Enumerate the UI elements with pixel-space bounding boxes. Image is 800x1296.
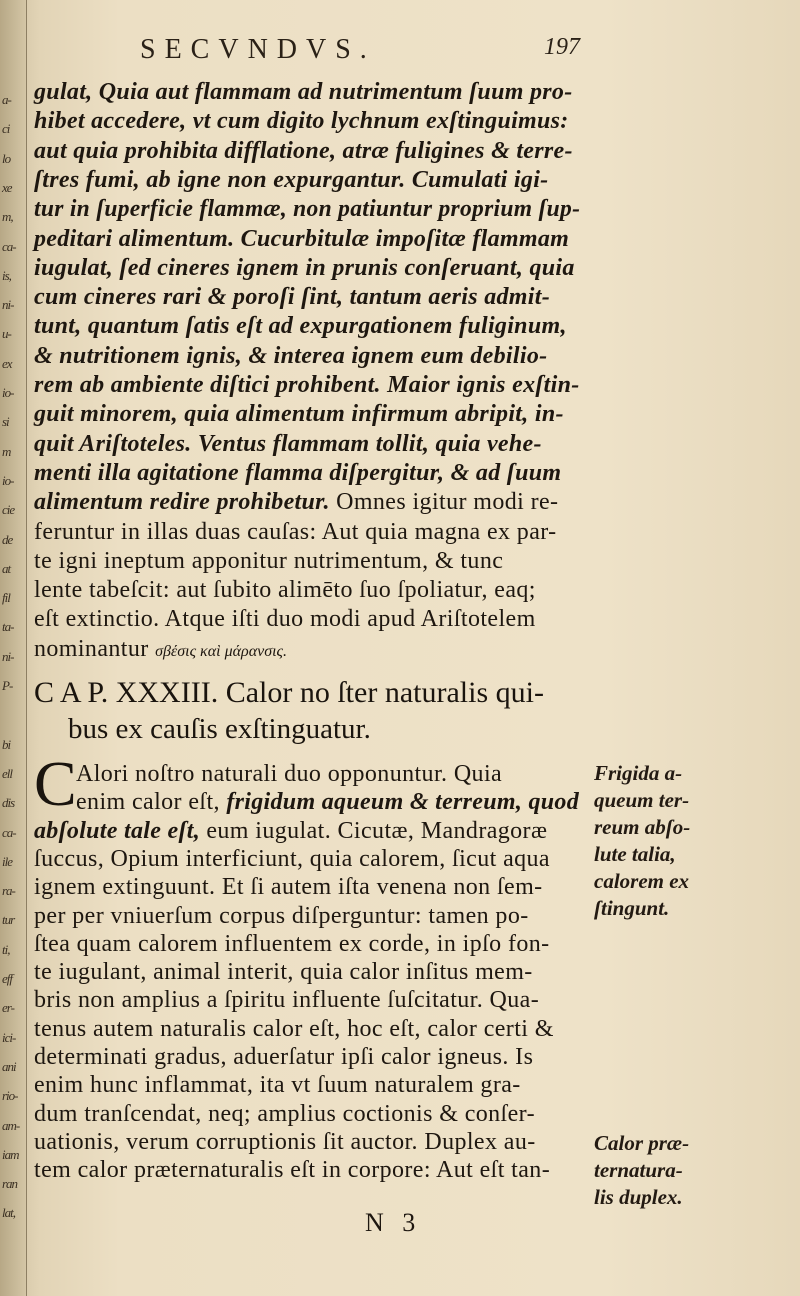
margin-note-frigida: Frigida a- queum ter- reum abſo- lute talia, calorem ex ſtingunt. bbox=[594, 761, 691, 920]
text-line bbox=[34, 371, 580, 399]
text-segment: aut quia prohibita difflatione, atræ fuligines & terre- bbox=[34, 137, 573, 164]
text-segment: uationis, verum corruptionis ſit auctor. Duplex au- bbox=[34, 1128, 536, 1155]
text-segment: guit minorem, quia alimentum infirmum abripit, in- bbox=[34, 401, 564, 428]
margin-fragment: m bbox=[2, 443, 11, 459]
text-segment: menti illa agitatione flamma diſpergitur, & ad ſuum bbox=[34, 459, 562, 486]
text-line bbox=[34, 1071, 521, 1099]
text-segment: quit Ariſtoteles. Ventus flammam tollit, quia vehe- bbox=[34, 430, 542, 457]
margin-fragment: ile bbox=[2, 853, 12, 869]
text-segment: eum iugulat. Cicutæ, Mandragoræ bbox=[206, 817, 548, 844]
text-segment: tenus autem naturalis calor eſt, hoc eſt, calor certi & bbox=[34, 1015, 554, 1042]
margin-fragment: ca- bbox=[2, 824, 16, 840]
text-line bbox=[34, 635, 287, 666]
text-line bbox=[34, 1043, 533, 1071]
text-segment: Omnes igitur modi re- bbox=[336, 489, 559, 516]
text-line bbox=[34, 137, 573, 165]
text-segment: nominantur bbox=[34, 635, 156, 662]
margin-fragment: ni- bbox=[2, 648, 14, 664]
text-line bbox=[34, 430, 542, 458]
margin-fragment: P- bbox=[2, 678, 13, 693]
text-line bbox=[34, 78, 573, 106]
margin-fragment: ta- bbox=[2, 619, 14, 635]
margin-fragment: a- bbox=[2, 92, 11, 107]
margin-fragment: lo bbox=[2, 150, 11, 166]
margin-fragment: si bbox=[2, 414, 9, 430]
text-line bbox=[34, 1128, 536, 1156]
text-segment: enim calor eſt, bbox=[76, 789, 227, 816]
text-line bbox=[34, 547, 503, 575]
text-line bbox=[34, 254, 575, 282]
text-line bbox=[34, 400, 564, 428]
margin-fragment: bi bbox=[2, 736, 11, 752]
margin-fragment: dis bbox=[2, 795, 15, 811]
signature-mark: N 3 bbox=[365, 1208, 422, 1237]
text-line bbox=[34, 1100, 535, 1128]
chapter-heading: C A P. XXXIII. Calor no ſter naturalis qui- bbox=[34, 676, 544, 709]
text-segment: tem calor præternaturalis eſt in corpore: Aut eſt tan- bbox=[34, 1157, 551, 1184]
text-segment: rem ab ambiente diſtici prohibent. Maior ignis exſtin- bbox=[34, 372, 580, 398]
margin-fragment: m, bbox=[2, 209, 13, 225]
text-line bbox=[34, 225, 569, 253]
page-header bbox=[140, 34, 580, 70]
text-segment: ignem extinguunt. Et ſi autem iſta venena non ſem- bbox=[34, 874, 543, 901]
text-line bbox=[34, 283, 550, 311]
text-segment: ſtres fumi, ab igne non expurgantur. Cumulati igi- bbox=[34, 166, 549, 193]
text-segment: te igni ineptum apponitur nutrimentum, & tunc bbox=[34, 547, 504, 574]
text-line bbox=[34, 576, 536, 604]
margin-fragment: iam bbox=[2, 1146, 19, 1162]
text-line bbox=[76, 788, 579, 816]
margin-fragment: am- bbox=[2, 1117, 20, 1133]
margin-fragment: ci bbox=[2, 121, 10, 137]
margin-fragment: ani bbox=[2, 1058, 16, 1074]
margin-fragment: ran bbox=[2, 1176, 18, 1192]
text-segment: feruntur in illas duas cauſas: Aut quia magna ex par- bbox=[34, 518, 557, 545]
text-line bbox=[34, 107, 569, 135]
text-segment: iugulat, ſed cineres ignem in prunis conſeruant, quia bbox=[34, 254, 575, 281]
facing-page-margin bbox=[0, 0, 27, 1296]
margin-fragment: is, bbox=[2, 267, 11, 283]
text-line bbox=[34, 986, 539, 1014]
text-line bbox=[34, 930, 550, 958]
text-line bbox=[34, 817, 547, 845]
text-line bbox=[34, 845, 550, 873]
text-segment: te iugulant, animal interit, quia calor inſitus mem- bbox=[34, 959, 533, 986]
margin-fragment: io- bbox=[2, 385, 14, 400]
text-segment: & nutritionem ignis, & interea ignem eum debilio- bbox=[34, 342, 548, 369]
margin-fragment: tur bbox=[2, 912, 15, 928]
margin-fragment: ni- bbox=[2, 297, 14, 313]
text-line bbox=[34, 1015, 554, 1043]
margin-fragment: ici- bbox=[2, 1029, 16, 1045]
margin-fragment: u- bbox=[2, 326, 11, 342]
text-line bbox=[34, 958, 533, 986]
drop-capital: C bbox=[34, 748, 77, 819]
text-line bbox=[34, 902, 529, 930]
margin-note-calor: Calor præ- ternatura- lis duplex. bbox=[594, 1131, 690, 1209]
margin-fragment: eff bbox=[2, 971, 12, 986]
text-segment: bris non amplius a ſpiritu influente ſuſcitatur. Qua- bbox=[34, 987, 540, 1014]
margin-fragment: ti, bbox=[2, 941, 10, 957]
text-line bbox=[34, 605, 536, 633]
text-line bbox=[34, 488, 558, 516]
text-segment: determinati gradus, aduerſatur ipſi calor igneus. Is bbox=[34, 1044, 534, 1070]
text-line bbox=[34, 1156, 550, 1184]
margin-fragment: ra- bbox=[2, 883, 15, 899]
text-segment: cum cineres rari & poroſi ſint, tantum aeris admit- bbox=[34, 284, 551, 311]
margin-fragment: io- bbox=[2, 472, 14, 488]
margin-fragment: ex bbox=[2, 355, 12, 371]
text-segment: per per vniuerſum corpus diſperguntur: tamen po- bbox=[34, 902, 529, 929]
text-segment: frigidum aqueum & terreum, quod bbox=[226, 789, 580, 816]
margin-fragment: er- bbox=[2, 1000, 14, 1016]
text-segment: tunt, quantum ſatis eſt ad expurgationem fuliginum, bbox=[34, 313, 567, 340]
text-segment: lente tabeſcit: aut ſubito alimēto ſuo ſpoliatur, eaq; bbox=[34, 577, 536, 604]
text-segment: σβέσις καὶ μάρανσις. bbox=[155, 642, 288, 660]
text-segment: gulat, Quia aut flammam ad nutrimentum ſuum pro- bbox=[34, 79, 573, 105]
text-segment: eſt extinctio. Atque iſti duo modi apud Ariſtotelem bbox=[34, 606, 536, 633]
text-line bbox=[34, 459, 561, 487]
margin-fragment: rio- bbox=[2, 1088, 18, 1104]
margin-fragment: de bbox=[2, 531, 13, 547]
text-segment: alimentum redire prohibetur. bbox=[34, 489, 337, 516]
margin-fragment: xe bbox=[2, 179, 12, 195]
text-segment: peditari alimentum. Cucurbitulæ impoſitæ flammam bbox=[34, 225, 570, 252]
margin-fragment: cie bbox=[2, 502, 15, 518]
text-line bbox=[34, 518, 557, 546]
text-line bbox=[34, 312, 567, 340]
text-segment: hibet accedere, vt cum digito lychnum exſtinguimus: bbox=[34, 108, 569, 135]
margin-fragment: ca- bbox=[2, 238, 16, 254]
text-line bbox=[34, 342, 547, 370]
text-segment: ſuccus, Opium interficiunt, quia calorem, ſicut aqua bbox=[34, 845, 550, 872]
text-line bbox=[34, 166, 548, 194]
text-segment: Alori noſtro naturali duo opponuntur. Quia bbox=[76, 761, 503, 787]
page-number: 197 bbox=[544, 34, 580, 60]
text-line bbox=[34, 195, 580, 223]
margin-fragment: fil bbox=[2, 590, 10, 606]
margin-fragment: at bbox=[2, 560, 11, 576]
chapter-heading-continued: bus ex cauſis exſtinguatur. bbox=[68, 713, 371, 745]
text-segment: enim hunc inflammat, ita vt ſuum naturalem gra- bbox=[34, 1072, 521, 1099]
text-segment: ſtea quam calorem influentem ex corde, in ipſo fon- bbox=[34, 930, 550, 957]
text-line bbox=[34, 873, 543, 901]
margin-fragment: ell bbox=[2, 765, 12, 781]
text-line bbox=[76, 760, 502, 788]
text-segment: tur in ſuperficie flammæ, non patiuntur proprium ſup- bbox=[34, 196, 581, 223]
margin-fragment: lat, bbox=[2, 1205, 15, 1221]
text-segment: dum tranſcendat, neq; amplius coctionis & conſer- bbox=[34, 1100, 535, 1127]
running-head: SECVNDVS. bbox=[140, 34, 376, 65]
text-segment: abſolute tale eſt, bbox=[34, 817, 207, 844]
